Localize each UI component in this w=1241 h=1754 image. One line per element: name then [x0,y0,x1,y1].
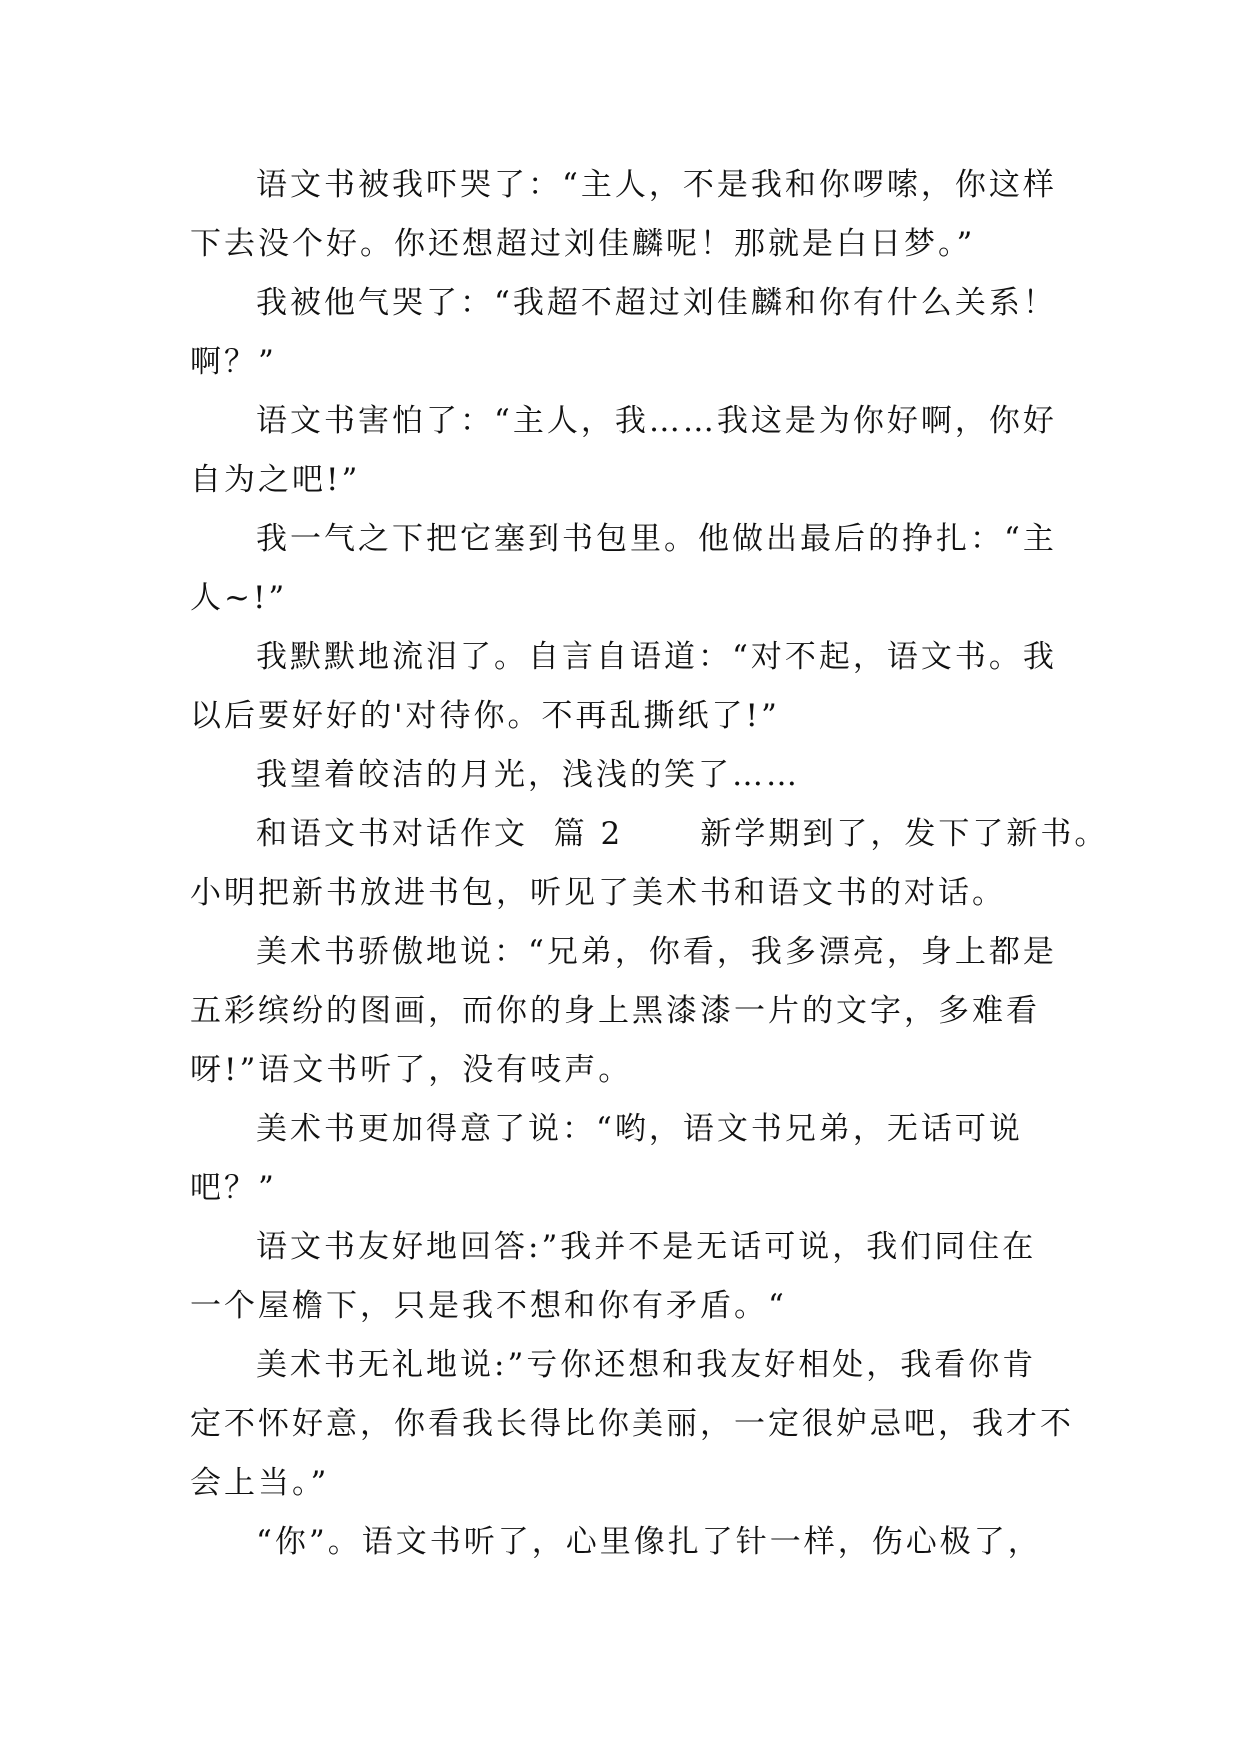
text-line: 小明把新书放进书包，听见了美术书和语文书的对话。 [190,875,1006,911]
text-line: 美术书骄傲地说：“兄弟，你看，我多漂亮，身上都是 [256,934,1057,970]
text-line: 一个屋檐下，只是我不想和你有矛盾。“ [190,1288,787,1324]
text-line: 啊？” [190,344,277,380]
text-line: 自为之吧!” [190,462,361,498]
text-line: 美术书无礼地说:”亏你还想和我友好相处，我看你肯 [256,1347,1037,1383]
text-line: 五彩缤纷的图画，而你的身上黑漆漆一片的文字，多难看 [190,993,1040,1029]
text-line: 定不怀好意，你看我长得比你美丽，一定很妒忌吧，我才不 [190,1406,1074,1442]
text-line: 语文书被我吓哭了：“主人，不是我和你啰嗦，你这样 [256,167,1057,203]
text-line: 语文书友好地回答:”我并不是无话可说，我们同住在 [256,1229,1037,1265]
text-line: 我被他气哭了：“我超不超过刘佳麟和你有什么关系！ [256,285,1057,321]
text-line: 我默默地流泪了。自言自语道：“对不起，语文书。我 [256,639,1057,675]
text-line: 呀!”语文书听了，没有吱声。 [190,1052,633,1088]
text-line: 以后要好好的'对待你。不再乱撕纸了!” [190,698,780,734]
text-line: 美术书更加得意了说：“哟，语文书兄弟，无话可说 [256,1111,1023,1147]
text-line: 语文书害怕了：“主人，我……我这是为你好啊，你好 [256,403,1057,439]
text-line: 我一气之下把它塞到书包里。他做出最后的挣扎：“主 [256,521,1057,557]
text-line: 吧？” [190,1170,277,1206]
text-line: 下去没个好。你还想超过刘佳麟呢！那就是白日梦。” [190,226,976,262]
text-line: 人~!” [190,580,288,616]
text-line: 我望着皎洁的月光，浅浅的笑了…… [256,757,800,793]
text-line: 会上当。” [190,1465,330,1501]
section-heading-line: 和语文书对话作文 篇 2 新学期到了，发下了新书。 [256,816,1109,852]
text-line: “你”。语文书听了，心里像扎了针一样，伤心极了， [256,1524,1042,1560]
